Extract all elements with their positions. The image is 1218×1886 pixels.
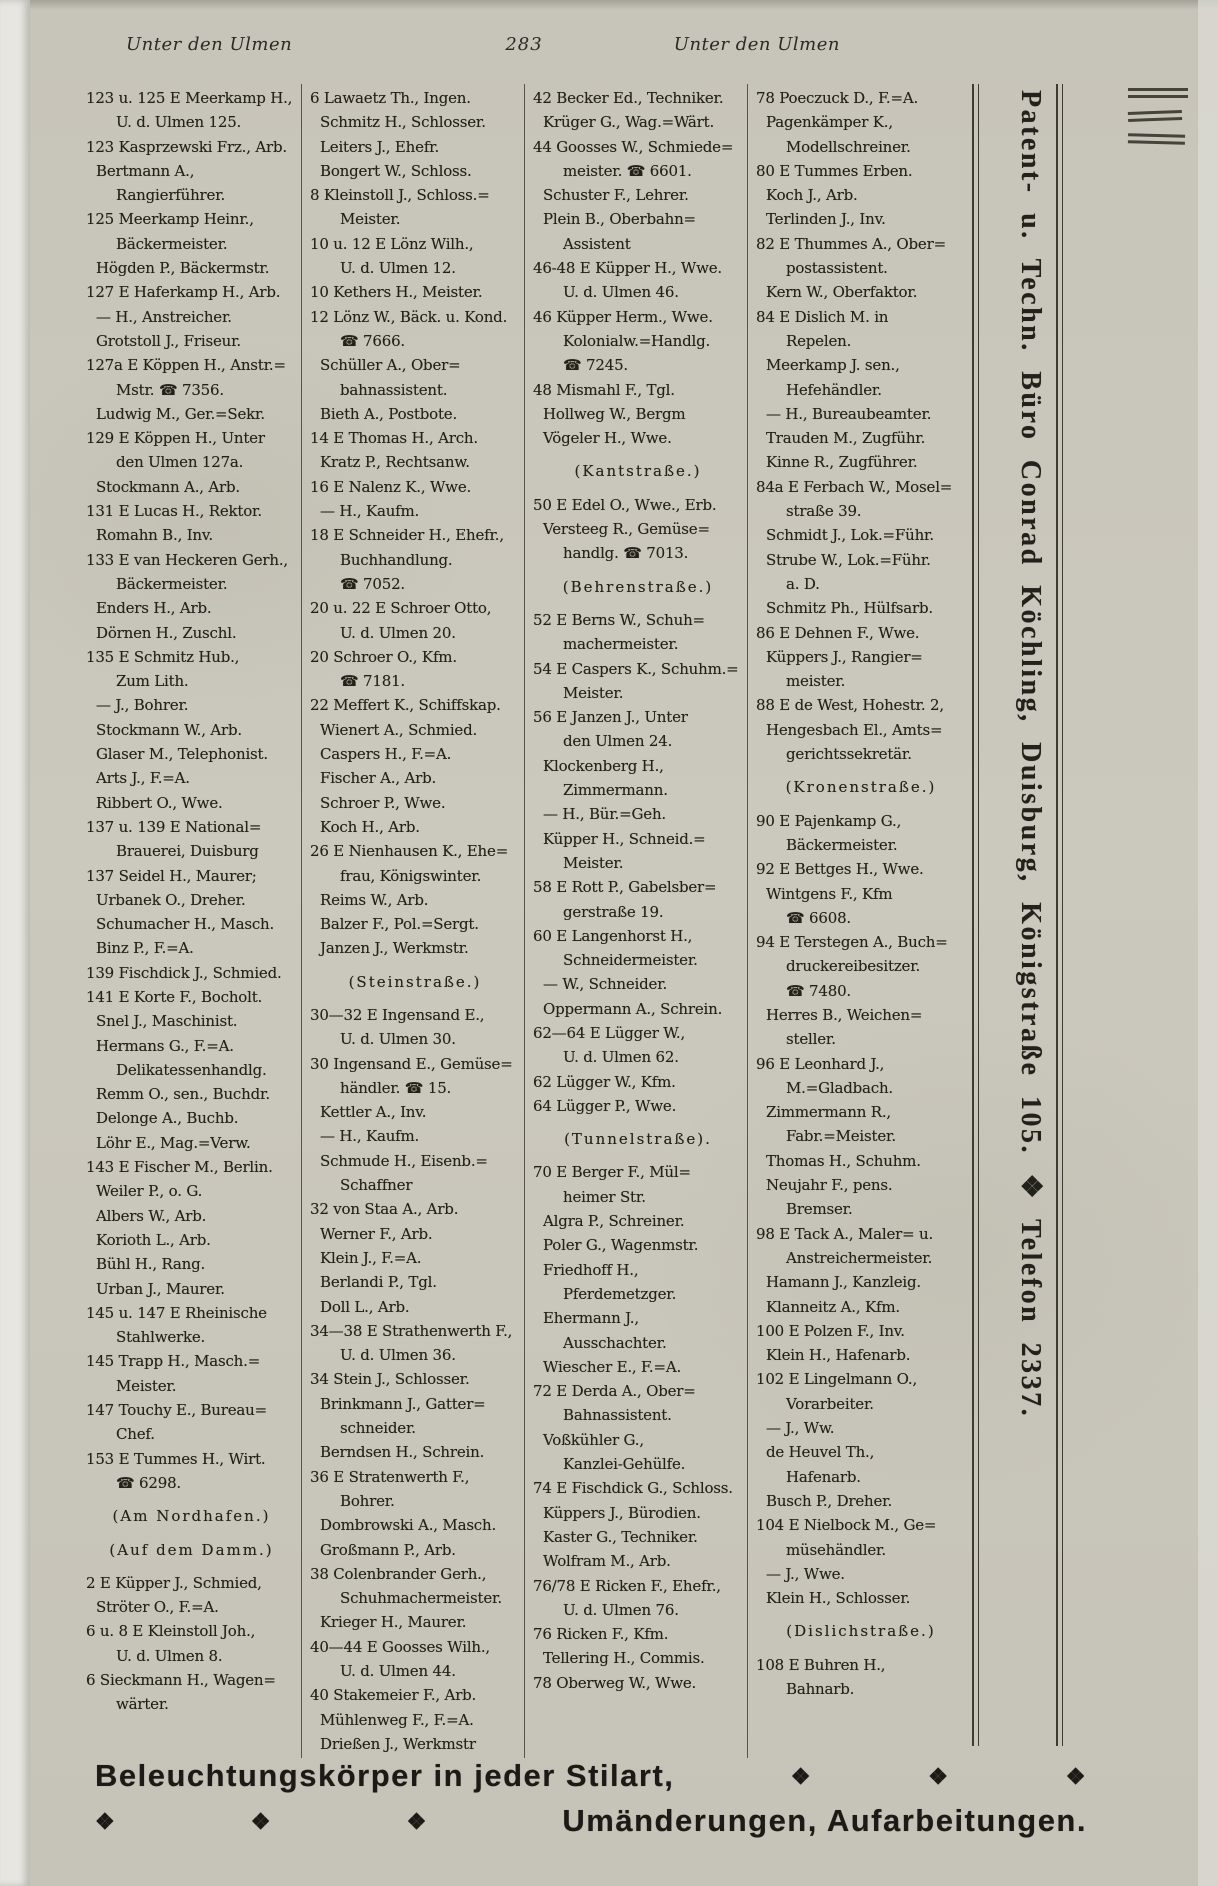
directory-entry-line: de Heuvel Th.,	[766, 1443, 875, 1462]
street-section-header: (Kantstraße.)	[574, 462, 702, 481]
diamond-ornament-icon: ❖	[1065, 1763, 1087, 1789]
directory-entry-line: Fabr.=Meister.	[786, 1127, 896, 1146]
directory-entry-line: schneider.	[340, 1419, 416, 1438]
directory-entry-line: 32 von Staa A., Arb.	[310, 1200, 459, 1219]
directory-entry-line: Urban J., Maurer.	[96, 1279, 225, 1298]
ad-sidebar-text: Patent- u. Techn. Büro Conrad Köchling, Duisburg, Königstraße 105. ❖ Telefon 2337.	[1015, 90, 1046, 1419]
directory-column-2	[301, 84, 524, 1758]
directory-entry-line: 78 Poeczuck D., F.=A.	[756, 89, 919, 107]
directory-entry-line: ☎ 7181.	[340, 672, 405, 691]
directory-entry-line: 123 u. 125 E Meerkamp H.,	[86, 89, 293, 107]
directory-entry-line: — H., Anstreicher.	[96, 307, 232, 326]
directory-entry-line: Hamann J., Kanzleig.	[766, 1273, 921, 1292]
directory-entry-line: — H., Bür.=Geh.	[543, 805, 666, 824]
directory-entry-line: 34—38 E Strathenwerth F.,	[310, 1321, 513, 1340]
directory-entry-line: Buchhandlung.	[340, 550, 453, 569]
scan-ink-marks	[1128, 88, 1188, 144]
directory-entry-line: Balzer F., Pol.=Sergt.	[320, 915, 479, 934]
directory-entry-line: 92 E Bettges H., Wwe.	[756, 860, 924, 879]
directory-entry-line: ☎ 6298.	[116, 1473, 181, 1492]
directory-entry-line: ☎ 6608.	[786, 908, 851, 927]
directory-entry-line: händler. ☎ 15.	[340, 1078, 452, 1097]
directory-entry-line: 137 u. 139 E National=	[86, 817, 262, 836]
directory-entry-line: Kettler A., Inv.	[320, 1103, 427, 1122]
directory-entry-line: Bäckermeister.	[786, 835, 898, 854]
directory-entry-line: Hefehändler.	[786, 380, 882, 399]
directory-entry-line: Zimmermann.	[563, 781, 668, 800]
directory-entry-line: 38 Colenbrander Gerh.,	[310, 1564, 487, 1583]
diamond-ornament-icon: ❖	[790, 1763, 812, 1789]
directory-entry-line: Großmann P., Arb.	[320, 1540, 456, 1559]
directory-entry-line: Ströter O., F.=A.	[96, 1598, 219, 1617]
directory-entry-line: 34 Stein J., Schlosser.	[310, 1370, 470, 1389]
page-number: 283	[505, 34, 543, 55]
directory-entry-line: 143 E Fischer M., Berlin.	[86, 1158, 273, 1177]
directory-entry-line: Mstr. ☎ 7356.	[116, 380, 224, 399]
directory-entry-line: Korioth L., Arb.	[96, 1230, 211, 1249]
directory-entry-line: U. d. Ulmen 36.	[340, 1346, 456, 1365]
directory-entry-line: Delonge A., Buchb.	[96, 1109, 239, 1128]
directory-entry-line: gerstraße 19.	[563, 902, 664, 921]
directory-entry-line: Hermans G., F.=A.	[96, 1036, 234, 1055]
directory-entry-line: Kanzlei-Gehülfe.	[563, 1455, 686, 1474]
directory-entry-line: Krieger H., Maurer.	[320, 1613, 467, 1632]
directory-entry-line: Glaser M., Telephonist.	[96, 745, 268, 764]
directory-entry-line: Meister.	[116, 1376, 177, 1395]
directory-entry-line: Krüger G., Wag.=Wärt.	[543, 113, 715, 132]
directory-entry-line: U. d. Ulmen 62.	[563, 1048, 679, 1067]
ad-banner-text-1: Beleuchtungskörper in jeder Stilart,	[95, 1758, 675, 1793]
directory-entry-line: 86 E Dehnen F., Wwe.	[756, 623, 920, 642]
directory-entry-line: Küpper H., Schneid.=	[543, 829, 706, 848]
directory-entry-line: 76 Ricken F., Kfm.	[533, 1625, 669, 1644]
directory-entry-line: 10 Kethers H., Meister.	[310, 283, 483, 302]
directory-entry-line: gerichtssekretär.	[786, 745, 912, 764]
directory-entry-line: Bahnarb.	[786, 1680, 855, 1698]
directory-entry-line: Chef.	[116, 1425, 155, 1444]
directory-entry-line: U. d. Ulmen 46.	[563, 283, 679, 302]
directory-entry-line: 104 E Nielbock M., Ge=	[756, 1516, 937, 1535]
directory-entry-line: Högden P., Bäckermstr.	[96, 259, 270, 278]
directory-entry-line: Vorarbeiter.	[786, 1394, 874, 1413]
directory-entry-line: Schmude H., Eisenb.=	[320, 1151, 488, 1170]
directory-entry-line: 62—64 E Lügger W.,	[533, 1023, 686, 1042]
ad-banner-line1	[95, 1758, 1087, 1794]
scan-edge-left	[0, 0, 30, 1886]
directory-entry-line: Caspers H., F.=A.	[320, 745, 452, 764]
sidebar-rule-right	[1056, 84, 1063, 1746]
directory-entry-line: — W., Schneider.	[543, 975, 668, 994]
directory-entry-line: 6 Sieckmann H., Wagen=	[86, 1671, 276, 1689]
directory-entry-line: Brinkmann J., Gatter=	[320, 1394, 486, 1413]
running-head	[78, 34, 970, 60]
directory-entry-line: ☎ 7052.	[340, 574, 405, 593]
scan-edge-right	[1198, 0, 1218, 1886]
directory-entry-line: Schmitz H., Schlosser.	[320, 113, 486, 132]
directory-entry-line: Weiler P., o. G.	[96, 1182, 203, 1201]
directory-entry-line: Dombrowski A., Masch.	[320, 1516, 497, 1535]
directory-entry-line: steller.	[786, 1030, 836, 1049]
street-section-header: (Steinstraße.)	[348, 972, 482, 991]
directory-entry-line: 100 E Polzen F., Inv.	[756, 1321, 905, 1340]
directory-entry-line: 36 E Stratenwerth F.,	[310, 1467, 470, 1486]
directory-entry-line: 84 E Dislich M. in	[756, 307, 889, 326]
directory-entry-line: Löhr E., Mag.=Verw.	[96, 1133, 251, 1152]
directory-entry-line: 64 Lügger P., Wwe.	[533, 1096, 677, 1115]
directory-entry-line: Meister.	[563, 853, 624, 872]
directory-entry-line: Drießen J., Werkmstr	[320, 1734, 476, 1753]
directory-entry-line: 82 E Thummes A., Ober=	[756, 234, 946, 253]
directory-entry-line: 2 E Küpper J., Schmied,	[86, 1573, 262, 1592]
directory-entry-line: 12 Lönz W., Bäck. u. Kond.	[310, 307, 508, 326]
directory-entry-line: 50 E Edel O., Wwe., Erb.	[533, 495, 717, 514]
directory-entry-line: Strube W., Lok.=Führ.	[766, 550, 931, 569]
directory-entry-line: U. d. Ulmen 44.	[340, 1662, 456, 1680]
directory-entry-line: 8 Kleinstoll J., Schloss.=	[310, 186, 490, 205]
directory-entry-line: 22 Meffert K., Schiffskap.	[310, 696, 501, 715]
directory-entry-line: 30—32 E Ingensand E.,	[310, 1005, 485, 1024]
directory-entry-line: Oppermann A., Schrein.	[543, 999, 723, 1018]
directory-entry-line: straße 39.	[786, 502, 862, 521]
directory-entry-line: Küppers J., Rangier=	[766, 647, 923, 666]
directory-entry-line: machermeister.	[563, 635, 679, 654]
directory-entry-line: Schmidt J., Lok.=Führ.	[766, 526, 934, 545]
directory-entry-line: handlg. ☎ 7013.	[563, 544, 689, 563]
directory-entry-line: Trauden M., Zugführ.	[766, 429, 926, 448]
directory-entry-line: 145 u. 147 E Rheinische	[86, 1303, 267, 1322]
directory-entry-line: Wolfram M., Arb.	[543, 1552, 671, 1571]
directory-entry-line: Schumacher H., Masch.	[96, 915, 275, 934]
directory-entry-line: Modellschreiner.	[786, 137, 911, 156]
directory-entry-line: 56 E Janzen J., Unter	[533, 708, 688, 727]
directory-entry-line: meister.	[786, 672, 846, 691]
directory-entry-line: Fischer A., Arb.	[320, 769, 437, 788]
directory-entry-line: 141 E Korte F., Bocholt.	[86, 987, 263, 1006]
directory-entry-line: Stahlwerke.	[116, 1328, 206, 1347]
directory-entry-line: Binz P., F.=A.	[96, 939, 194, 958]
ad-banner-line2	[95, 1803, 1087, 1839]
directory-entry-line: 127a E Köppen H., Anstr.=	[86, 356, 286, 375]
directory-entry-line: Küppers J., Bürodien.	[543, 1503, 701, 1522]
directory-entry-line: 125 Meerkamp Heinr.,	[86, 210, 254, 229]
directory-entry-line: 18 E Schneider H., Ehefr.,	[310, 526, 504, 545]
directory-entry-line: 133 E van Heckeren Gerh.,	[86, 550, 288, 569]
directory-entry-line: Zimmermann R.,	[766, 1103, 892, 1122]
directory-entry-line: Schaffner	[340, 1176, 413, 1195]
directory-entry-line: Vögeler H., Wwe.	[543, 429, 672, 448]
directory-entry-line: Bremser.	[786, 1200, 853, 1219]
directory-entry-line: Hollweg W., Bergm	[543, 404, 686, 423]
directory-column-4	[747, 84, 970, 1758]
directory-entry-line: Assistent	[563, 234, 631, 253]
directory-entry-line: 80 E Tummes Erben.	[756, 161, 913, 180]
directory-entry-line: 48 Mismahl F., Tgl.	[533, 380, 675, 399]
directory-entry-line: Poler G., Wagenmstr.	[543, 1236, 699, 1255]
directory-entry-line: Doll L., Arb.	[320, 1297, 410, 1316]
directory-entry-line: 44 Goosses W., Schmiede=	[533, 137, 734, 156]
directory-entry-line: Wintgens F., Kfm	[766, 884, 893, 903]
directory-entry-line: Bühl H., Rang.	[96, 1255, 206, 1274]
directory-entry-line: Urbanek O., Dreher.	[96, 890, 246, 909]
directory-entry-line: 20 u. 22 E Schroer Otto,	[310, 599, 492, 618]
directory-entry-line: 10 u. 12 E Lönz Wilh.,	[310, 234, 474, 253]
directory-entry-line: 60 E Langenhorst H.,	[533, 926, 693, 945]
directory-entry-line: Koch J., Arb.	[766, 186, 858, 205]
directory-entry-line: — J., Bohrer.	[96, 696, 189, 715]
directory-entry-line: 74 E Fischdick G., Schloss.	[533, 1479, 733, 1498]
directory-entry-line: Stockmann A., Arb.	[96, 477, 240, 496]
directory-entry-line: Janzen J., Werkmstr.	[320, 939, 469, 958]
directory-entry-line: a. D.	[786, 574, 820, 593]
directory-entry-line: M.=Gladbach.	[786, 1078, 893, 1097]
directory-entry-line: druckereibesitzer.	[786, 957, 921, 976]
directory-entry-line: Klein H., Hafenarb.	[766, 1346, 911, 1365]
directory-entry-line: — H., Kaufm.	[320, 1127, 420, 1146]
directory-entry-line: Kaster G., Techniker.	[543, 1527, 698, 1546]
directory-entry-line: Reims W., Arb.	[320, 890, 429, 909]
running-head-left: Unter den Ulmen	[126, 34, 293, 55]
directory-entry-line: Snel J., Maschinist.	[96, 1012, 238, 1031]
directory-entry-line: Arts J., F.=A.	[96, 769, 190, 788]
directory-entry-line: 16 E Nalenz K., Wwe.	[310, 477, 472, 496]
directory-entry-line: Plein B., Oberbahn=	[543, 210, 696, 229]
ad-banner	[95, 1758, 1087, 1839]
directory-entry-line: 123 Kasprzewski Frz., Arb.	[86, 137, 287, 156]
diamond-ornament-icon: ❖	[250, 1808, 273, 1834]
directory-entry-line: 54 E Caspers K., Schuhm.=	[533, 659, 739, 678]
directory-entry-line: Busch P., Dreher.	[766, 1491, 893, 1510]
directory-entry-line: 135 E Schmitz Hub.,	[86, 647, 240, 666]
directory-entry-line: Hengesbach El., Amts=	[766, 720, 943, 739]
directory-entry-line: Friedhoff H.,	[543, 1260, 639, 1279]
directory-entry-line: 78 Oberweg W., Wwe.	[533, 1673, 697, 1692]
directory-entry-line: Berlandi P., Tgl.	[320, 1273, 437, 1292]
street-section-header: (Am Nordhafen.)	[112, 1507, 271, 1526]
directory-entry-line: — H., Kaufm.	[320, 502, 420, 521]
directory-entry-line: 108 E Buhren H.,	[756, 1655, 886, 1674]
directory-entry-line: Versteeg R., Gemüse=	[543, 520, 710, 539]
directory-entry-line: Kratz P., Rechtsanw.	[320, 453, 470, 472]
directory-entry-line: Thomas H., Schuhm.	[766, 1151, 921, 1170]
directory-entry-line: Klein H., Schlosser.	[766, 1589, 911, 1608]
directory-entry-line: 52 E Berns W., Schuh=	[533, 610, 705, 629]
directory-entry-line: Zum Lith.	[116, 672, 189, 691]
directory-entry-line: U. d. Ulmen 8.	[116, 1646, 223, 1665]
directory-entry-line: Kinne R., Zugführer.	[766, 453, 918, 472]
directory-entry-line: 6 u. 8 E Kleinstoll Joh.,	[86, 1622, 256, 1641]
directory-entry-line: meister. ☎ 6601.	[563, 161, 692, 180]
directory-entry-line: 84a E Ferbach W., Mosel=	[756, 477, 953, 496]
directory-entry-line: Anstreichermeister.	[786, 1248, 933, 1267]
directory-entry-line: Tellering H., Commis.	[543, 1649, 705, 1668]
directory-entry-line: — J., Ww.	[766, 1419, 835, 1438]
directory-entry-line: 70 E Berger F., Mül=	[533, 1163, 691, 1182]
directory-entry-line: Delikatessenhandlg.	[116, 1060, 267, 1079]
directory-entry-line: 58 E Rott P., Gabelsber=	[533, 878, 717, 897]
street-section-header: (Kronenstraße.)	[785, 778, 937, 797]
scan-edge-top	[0, 0, 1218, 10]
directory-entry-line: Schüller A., Ober=	[320, 356, 461, 375]
directory-entry-line: Kolonialw.=Handlg.	[563, 331, 711, 350]
directory-entry-line: ☎ 7245.	[563, 356, 628, 375]
directory-entry-line: Terlinden J., Inv.	[766, 210, 886, 229]
directory-entry-line: Grotstoll J., Friseur.	[96, 331, 241, 350]
directory-entry-line: U. d. Ulmen 30.	[340, 1030, 456, 1049]
directory-entry-line: 6 Lawaetz Th., Ingen.	[310, 89, 471, 107]
directory-entry-line: 129 E Köppen H., Unter	[86, 429, 265, 448]
directory-entry-line: Koch H., Arb.	[320, 817, 420, 836]
directory-entry-line: Bohrer.	[340, 1491, 395, 1510]
directory-entry-line: 26 E Nienhausen K., Ehe=	[310, 842, 509, 861]
directory-entry-line: Neujahr F., pens.	[766, 1176, 893, 1195]
directory-entry-line: Schmitz Ph., Hülfsarb.	[766, 599, 933, 618]
directory-entry-line: Werner F., Arb.	[320, 1224, 433, 1243]
diamond-ornament-icon: ❖	[406, 1808, 428, 1834]
directory-entry-line: Pferdemetzger.	[563, 1284, 677, 1303]
directory-entry-line: Ausschachter.	[563, 1333, 667, 1352]
directory-entry-line: 46 Küpper Herm., Wwe.	[533, 307, 713, 326]
directory-column-1	[78, 84, 301, 1758]
directory-entry-line: U. d. Ulmen 76.	[563, 1600, 679, 1619]
directory-entry-line: 127 E Haferkamp H., Arb.	[86, 283, 281, 302]
directory-entry-line: 42 Becker Ed., Techniker.	[533, 89, 724, 107]
directory-entry-line: Bongert W., Schloss.	[320, 161, 472, 180]
directory-entry-line: Algra P., Schreiner.	[543, 1212, 685, 1231]
directory-entry-line: den Ulmen 24.	[563, 732, 673, 751]
directory-entry-line: Ehermann J.,	[543, 1309, 639, 1328]
directory-entry-line: 96 E Leonhard J.,	[756, 1054, 885, 1073]
directory-entry-line: 40 Stakemeier F., Arb.	[310, 1686, 477, 1705]
directory-entry-line: Berndsen H., Schrein.	[320, 1443, 485, 1462]
street-section-header: (Behrenstraße.)	[562, 577, 714, 596]
directory-entry-line: Rangierführer.	[116, 186, 226, 205]
directory-entry-line: Pagenkämper K.,	[766, 113, 893, 132]
directory-entry-line: Brauerei, Duisburg	[116, 842, 259, 861]
directory-entry-line: 72 E Derda A., Ober=	[533, 1382, 696, 1401]
directory-entry-line: 145 Trapp H., Masch.=	[86, 1352, 261, 1371]
directory-entry-line: wärter.	[116, 1695, 169, 1714]
directory-entry-line: Stockmann W., Arb.	[96, 720, 242, 739]
directory-entry-line: Herres B., Weichen=	[766, 1005, 923, 1024]
diamond-ornament-icon: ❖	[928, 1763, 950, 1789]
directory-entry-line: frau, Königswinter.	[340, 866, 482, 885]
directory-entry-line: Schuhmachermeister.	[340, 1589, 502, 1608]
directory-entry-line: Mühlenweg F., F.=A.	[320, 1710, 474, 1729]
directory-entry-line: 46-48 E Küpper H., Wwe.	[533, 259, 722, 278]
directory-entry-line: 40—44 E Goosses Wilh.,	[310, 1637, 490, 1656]
directory-entry-line: 131 E Lucas H., Rektor.	[86, 502, 262, 521]
directory-entry-line: Bäckermeister.	[116, 574, 228, 593]
directory-entry-line: bahnassistent.	[340, 380, 448, 399]
directory-entry-line: Klockenberg H.,	[543, 756, 664, 775]
directory-entry-line: Albers W., Arb.	[96, 1206, 207, 1225]
directory-entry-line: 94 E Terstegen A., Buch=	[756, 933, 948, 952]
directory-entry-line: Kern W., Oberfaktor.	[766, 283, 918, 302]
directory-entry-line: U. d. Ulmen 12.	[340, 259, 456, 278]
directory-entry-line: Meister.	[340, 210, 401, 229]
sidebar-rule-left	[972, 84, 979, 1746]
directory-entry-line: U. d. Ulmen 125.	[116, 113, 242, 132]
directory-entry-line: ☎ 7480.	[786, 981, 851, 1000]
directory-entry-line: Voßkühler G.,	[543, 1430, 644, 1449]
directory-entry-line: 88 E de West, Hohestr. 2,	[756, 696, 944, 715]
directory-entry-line: — H., Bureaubeamter.	[766, 404, 932, 423]
ad-banner-text-2: Umänderungen, Aufarbeitungen.	[562, 1803, 1087, 1838]
directory-entry-line: heimer Str.	[563, 1187, 646, 1206]
directory-entry-line: 98 E Tack A., Maler= u.	[756, 1224, 934, 1243]
directory-entry-line: Repelen.	[786, 331, 852, 350]
running-head-right: Unter den Ulmen	[673, 34, 840, 55]
directory-entry-line: Enders H., Arb.	[96, 599, 212, 618]
directory-entry-line: 20 Schroer O., Kfm.	[310, 647, 457, 666]
street-section-header: (Auf dem Damm.)	[109, 1540, 274, 1559]
directory-column-3	[524, 84, 747, 1758]
directory-entry-line: Bäckermeister.	[116, 234, 228, 253]
directory-entry-line: 102 E Lingelmann O.,	[756, 1370, 918, 1389]
directory-entry-line: Schroer P., Wwe.	[320, 793, 446, 812]
directory-columns	[78, 84, 970, 1758]
directory-entry-line: U. d. Ulmen 20.	[340, 623, 456, 642]
directory-entry-line: ☎ 7666.	[340, 331, 405, 350]
directory-entry-line: Klanneitz A., Kfm.	[766, 1297, 900, 1316]
directory-entry-line: Meerkamp J. sen.,	[766, 356, 900, 375]
directory-entry-line: Dörnen H., Zuschl.	[96, 623, 237, 642]
directory-entry-line: Wienert A., Schmied.	[320, 720, 478, 739]
street-section-header: (Dislichstraße.)	[786, 1622, 936, 1641]
directory-entry-line: 76/78 E Ricken F., Ehefr.,	[533, 1576, 721, 1595]
directory-entry-line: 90 E Pajenkamp G.,	[756, 811, 902, 830]
directory-entry-line: Bieth A., Postbote.	[320, 404, 458, 423]
directory-entry-line: Bertmann A.,	[96, 161, 195, 180]
directory-entry-line: Hafenarb.	[786, 1467, 861, 1486]
directory-entry-line: 14 E Thomas H., Arch.	[310, 429, 478, 448]
directory-entry-line: 139 Fischdick J., Schmied.	[86, 963, 282, 982]
directory-entry-line: Schuster F., Lehrer.	[543, 186, 689, 205]
ink-mark	[1128, 88, 1188, 98]
directory-entry-line: Meister.	[563, 683, 624, 702]
directory-entry-line: 30 Ingensand E., Gemüse=	[310, 1054, 513, 1073]
directory-entry-line: Schneidermeister.	[563, 951, 698, 970]
directory-entry-line: Leiters J., Ehefr.	[320, 137, 440, 156]
directory-entry-line: Remm O., sen., Buchdr.	[96, 1085, 270, 1104]
directory-entry-line: Klein J., F.=A.	[320, 1248, 422, 1267]
ink-mark	[1128, 133, 1185, 144]
directory-entry-line: Ludwig M., Ger.=Sekr.	[96, 404, 265, 423]
directory-entry-line: Romahn B., Inv.	[96, 526, 213, 545]
directory-entry-line: 147 Touchy E., Bureau=	[86, 1401, 267, 1420]
directory-entry-line: Bahnassistent.	[563, 1406, 672, 1425]
directory-entry-line: den Ulmen 127a.	[116, 453, 244, 472]
directory-entry-line: — J., Wwe.	[766, 1564, 845, 1583]
directory-entry-line: 137 Seidel H., Maurer;	[86, 866, 257, 885]
ink-mark	[1128, 110, 1182, 122]
directory-entry-line: 62 Lügger W., Kfm.	[533, 1072, 676, 1091]
directory-entry-line: Wiescher E., F.=A.	[543, 1357, 682, 1376]
directory-entry-line: müsehändler.	[786, 1540, 886, 1559]
street-section-header: (Tunnelstraße).	[564, 1130, 712, 1149]
directory-entry-line: Ribbert O., Wwe.	[96, 793, 223, 812]
diamond-ornament-icon: ❖	[95, 1808, 117, 1834]
directory-entry-line: 153 E Tummes H., Wirt.	[86, 1449, 266, 1468]
directory-entry-line: postassistent.	[786, 259, 888, 278]
